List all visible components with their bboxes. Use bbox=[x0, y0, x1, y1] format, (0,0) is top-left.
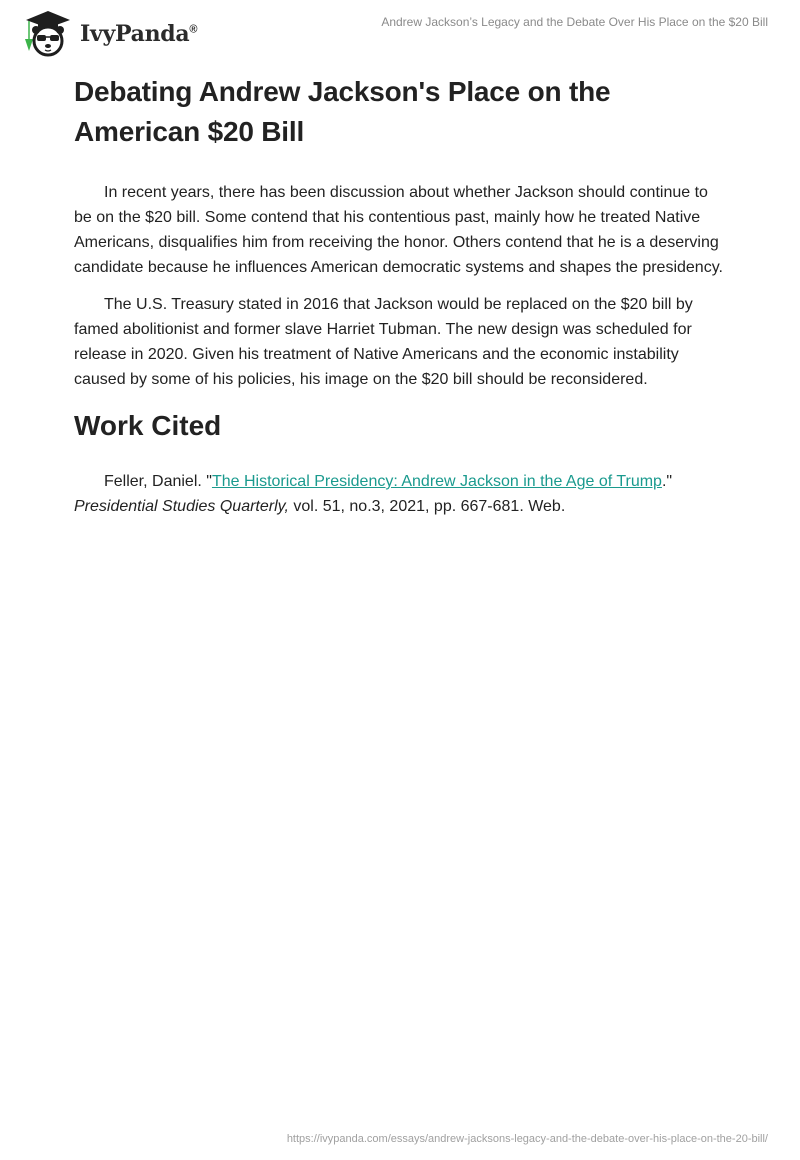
page-title: Debating Andrew Jackson's Place on the American $20 Bill bbox=[74, 76, 611, 147]
citation-author: Feller, Daniel. " bbox=[104, 473, 212, 490]
brand-name: IvyPanda® bbox=[80, 21, 198, 47]
registered-mark: ® bbox=[189, 23, 198, 36]
page-header bbox=[0, 0, 800, 60]
article-body bbox=[74, 72, 730, 519]
works-cited-heading: Work Cited bbox=[74, 410, 222, 441]
panda-graduate-icon bbox=[18, 7, 76, 57]
citation-journal: Presidential Studies Quarterly, bbox=[74, 498, 289, 515]
citation-entry bbox=[74, 469, 730, 519]
paragraph-1: In recent years, there has been discussion about whether Jackson should continue to be on the $20 bill. Some contend that his contentious past, mainly how he treated Native Americans, disqualifies him from receiving the honor. Others contend that he is a deserving candidate because he influences American democratic systems and shapes the presidency. bbox=[74, 184, 723, 276]
ivypanda-logo[interactable] bbox=[18, 7, 197, 57]
citation-after-link: ." bbox=[661, 473, 673, 490]
paragraph-2: The U.S. Treasury stated in 2016 that Jackson would be replaced on the $20 bill by famed abolitionist and former slave Harriet Tubman. The new design was scheduled for release in 2020. Given his treatment of Native Americans and the economic instability caused by some of his policies, his image on the $20 bill should be reconsidered. bbox=[74, 296, 693, 388]
running-title: Andrew Jackson’s Legacy and the Debate Over His Place on the $20 Bill bbox=[381, 15, 768, 29]
citation-details: vol. 51, no.3, 2021, pp. 667-681. Web. bbox=[288, 498, 566, 515]
citation-link[interactable]: The Historical Presidency: Andrew Jackson in the Age of Trump bbox=[211, 473, 662, 490]
footer-url[interactable]: https://ivypanda.com/essays/andrew-jacksons-legacy-and-the-debate-over-his-place-on-the-20-bill/ bbox=[286, 1133, 768, 1145]
